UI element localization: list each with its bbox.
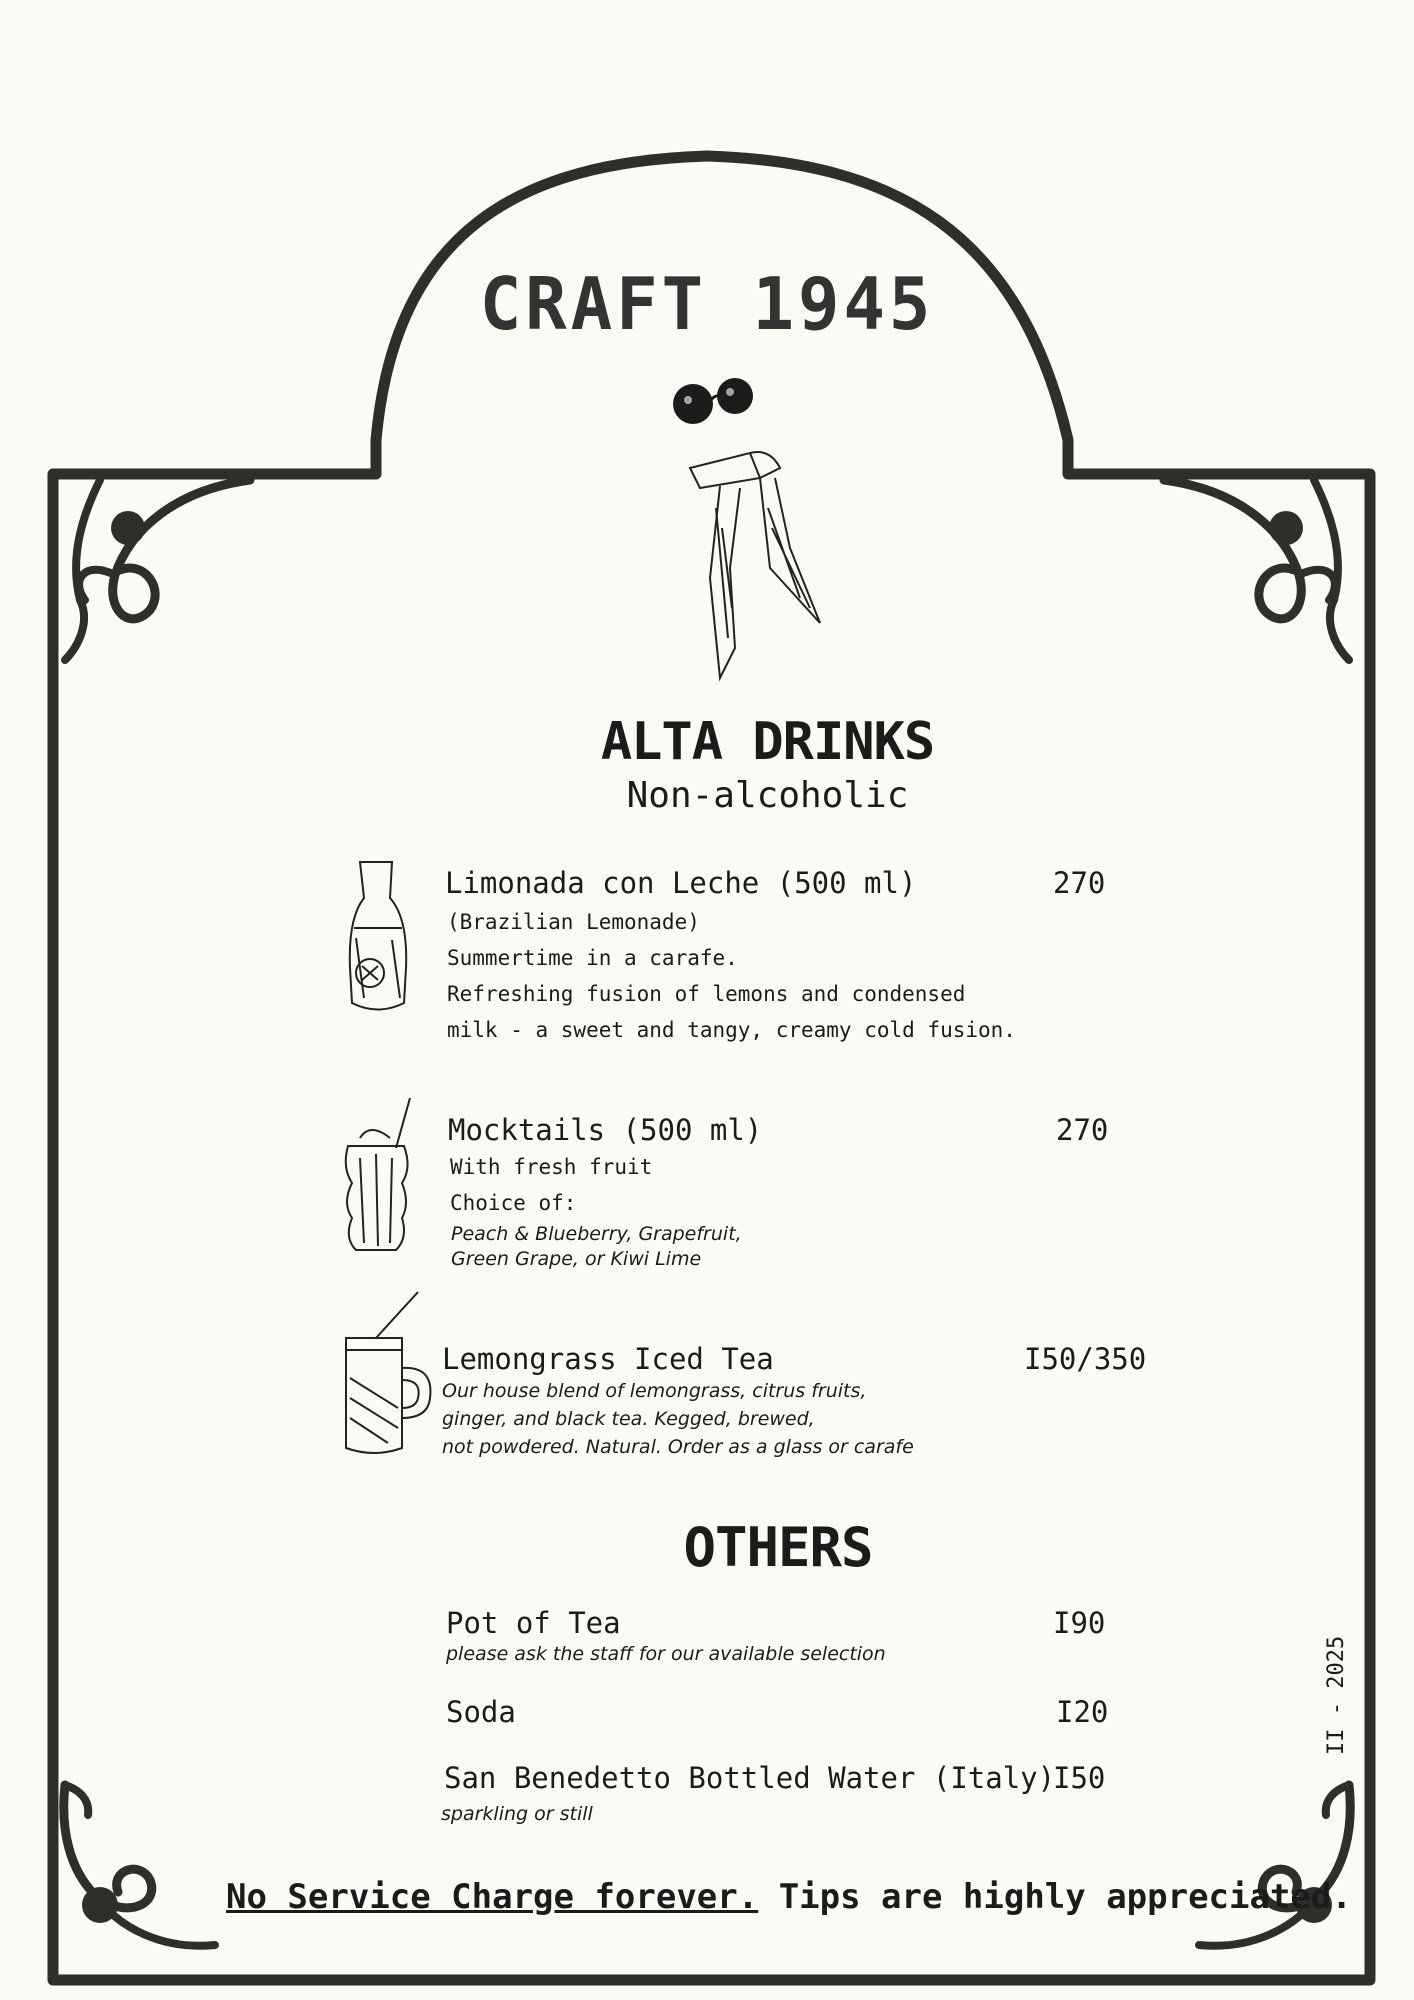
carafe-icon [342, 858, 414, 1018]
item-name: Limonada con Leche (500 ml) [445, 866, 917, 900]
item-price: I90 [1053, 1606, 1106, 1640]
item-price: 270 [1053, 866, 1106, 900]
section-subtitle: Non-alcoholic [626, 775, 909, 816]
item-note: sparkling or still [441, 1803, 593, 1825]
no-service-charge-text: No Service Charge forever. [226, 1877, 759, 1917]
mocktail-glass-icon [340, 1098, 420, 1256]
mason-jar-icon [338, 1288, 434, 1458]
item-description-line: (Brazilian Lemonade) [447, 910, 700, 934]
item-description-line: With fresh fruit [450, 1155, 653, 1179]
item-name: Pot of Tea [446, 1606, 621, 1640]
brand-name: CRAFT 1945 [479, 262, 935, 346]
item-price: I50 [1053, 1761, 1106, 1795]
item-description-line: milk - a sweet and tangy, creamy cold fusion. [447, 1018, 1016, 1042]
sunglasses-icon [666, 370, 762, 430]
item-description-line: Choice of: [450, 1191, 577, 1215]
mocktail-flavors: Peach & Blueberry, Grapefruit, [451, 1223, 742, 1245]
footer-note [226, 1877, 1352, 1917]
item-description-line: not powdered. Natural. Order as a glass or carafe [442, 1436, 914, 1458]
mocktail-flavors: Green Grape, or Kiwi Lime [451, 1248, 702, 1270]
item-description-line: ginger, and black tea. Kegged, brewed, [442, 1408, 815, 1430]
item-note: please ask the staff for our available selection [446, 1643, 886, 1665]
item-description-line: Summertime in a carafe. [447, 946, 738, 970]
item-description-line: Refreshing fusion of lemons and condensed [447, 982, 966, 1006]
item-price: 270 [1056, 1113, 1109, 1147]
item-name: Soda [446, 1695, 516, 1729]
others-title: OTHERS [683, 1516, 873, 1579]
edition-label: II - 2025 [1324, 1635, 1349, 1755]
section-title: ALTA DRINKS [600, 712, 935, 772]
item-name: Lemongrass Iced Tea [442, 1342, 774, 1376]
item-description-line: Our house blend of lemongrass, citrus fruits, [442, 1380, 867, 1402]
item-price: I50/350 [1024, 1342, 1147, 1376]
tips-text: Tips are highly appreciated. [758, 1877, 1352, 1917]
item-name: Mocktails (500 ml) [448, 1113, 763, 1147]
item-price: I20 [1056, 1695, 1109, 1729]
scarf-icon [680, 448, 830, 684]
item-name: San Benedetto Bottled Water (Italy) [444, 1761, 1056, 1795]
